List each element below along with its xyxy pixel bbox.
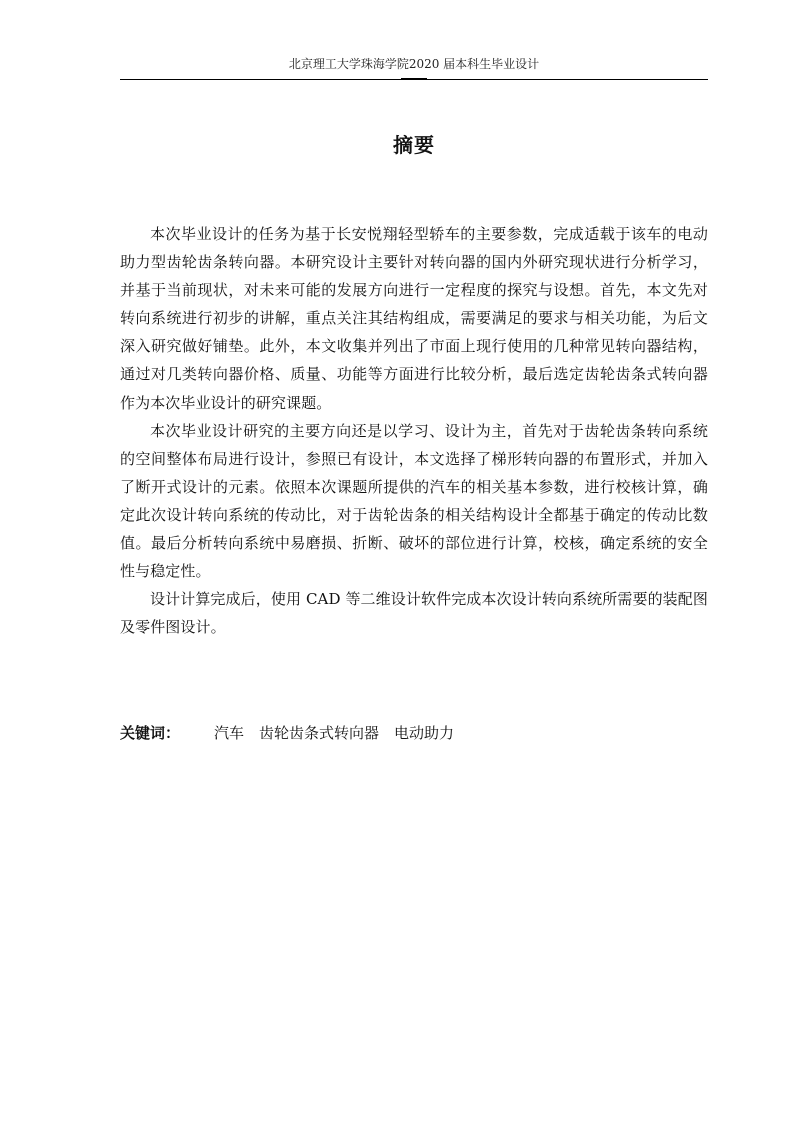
keyword-item: 汽车 [214,724,245,742]
abstract-paragraph-1: 本次毕业设计的任务为基于长安悦翔轻型轿车的主要参数，完成适载于该车的电动助力型齿轮齿条转向器。本研究设计主要针对转向器的国内外研究现状进行分析学习，并基于当前现状，对未来可能的发展方向进行一定程度的探究与设想。首先，本文先对转向系统进行初步的讲解，重点关注其结构组成，需要满足的要求与相关功能，为后文深入研究做好铺垫。此外，本文收集并列出了市面上现行使用的几种常见转向器结构，通过对几类转向器价格、质量、功能等方面进行比较分析，最后选定齿轮齿条式转向器作为本次毕业设计的研究课题。 [120,225,708,412]
keyword-item: 电动助力 [394,724,455,742]
abstract-body [120,220,708,641]
abstract-paragraph-3: 设计计算完成后，使用 CAD 等二维设计软件完成本次设计转向系统所需要的装配图及零件图设计。 [120,590,708,637]
abstract-paragraph-2: 本次毕业设计研究的主要方向还是以学习、设计为主，首先对于齿轮齿条转向系统的空间整体布局进行设计，参照已有设计，本文选择了梯形转向器的布置形式，并加入了断开式设计的元素。依照本次课题所提供的汽车的相关基本参数，进行校核计算，确定此次设计转向系统的传动比，对于齿轮齿条的相关结构设计全都基于确定的传动比数值。最后分析转向系统中易磨损、折断、破坏的部位进行计算，校核，确定系统的安全性与稳定性。 [120,421,708,581]
header-rule-mark [401,78,427,80]
keyword-item: 齿轮齿条式转向器 [259,724,380,742]
keywords-line [120,719,708,747]
keywords-label: 关键词： [120,724,181,742]
page-title: 摘要 [393,133,435,157]
page-header: 北京理工大学珠海学院2020 届本科生毕业设计 [288,57,540,71]
